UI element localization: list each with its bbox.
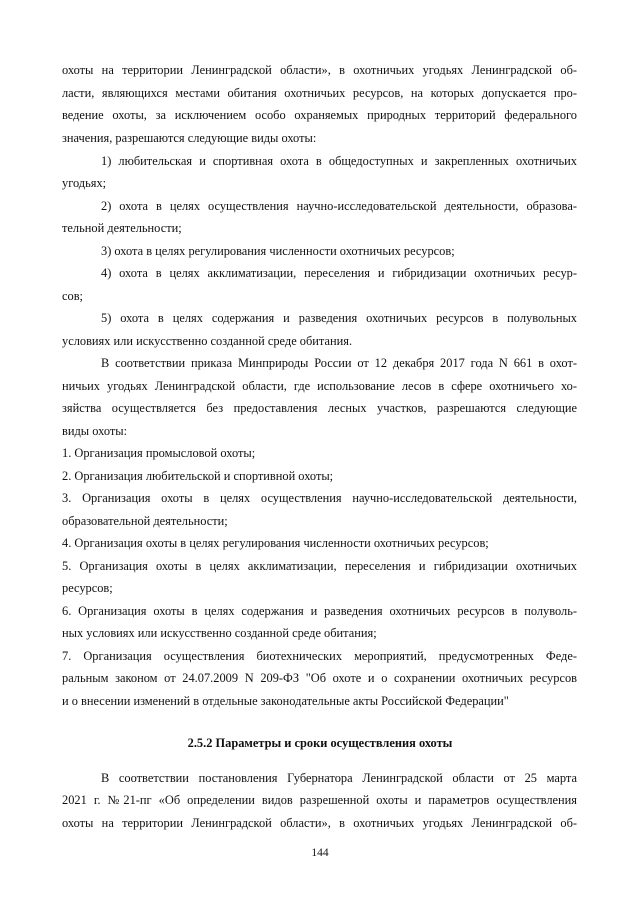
list-item-line: условиях или искусственно созданной среде обитания.	[62, 334, 353, 348]
list-item-line: 4. Организация охоты в целях регулирования численности охотничьих ресурсов;	[62, 536, 489, 550]
list-item-line: 5) охота в целях содержания и разведения охотничьих ресурсов в полувольных	[101, 311, 577, 325]
list-item-line: 6. Организация охоты в целях содержания и разведения охотничьих ресурсов в полуволь-	[62, 604, 577, 618]
text-line: ведение охоты, за исключением особо охраняемых природных территорий федерального	[62, 108, 577, 122]
text-line: 2021 г. №21-пг «Об определении видов разрешенной охоты и параметров осуществления	[62, 793, 577, 807]
list-item-line: 2) охота в целях осуществления научно-исследовательской деятельности, образова-	[101, 199, 577, 213]
list-item-line: угодьях;	[62, 176, 107, 190]
page-number: 144	[311, 847, 329, 859]
list-item-line: ресурсов;	[62, 581, 113, 595]
list-item-line: 3) охота в целях регулирования численности охотничьих ресурсов;	[101, 244, 455, 258]
list-item-line: тельной деятельности;	[62, 221, 182, 235]
text-line: ласти, являющихся местами обитания охотничьих ресурсов, на которых допускается про-	[62, 86, 577, 100]
list-item-line: и о внесении изменений в отдельные законодательные акты Российской Федерации"	[62, 694, 509, 708]
list-item-line: ральным законом от 24.07.2009 N 209-ФЗ "Об охоте и о сохранении охотничьих ресурсов	[62, 671, 577, 685]
text-line: В соответствии постановления Губернатора Ленинградской области от 25 марта	[101, 771, 577, 785]
section-heading: 2.5.2 Параметры и сроки осуществления охоты	[187, 736, 453, 750]
list-item-line: 4) охота в целях акклиматизации, переселения и гибридизации охотничьих ресур-	[101, 266, 577, 280]
text-line: охоты на территории Ленинградской области», в охотничьих угодьях Ленинградской об-	[62, 63, 577, 77]
text-line: значения, разрешаются следующие виды охоты:	[62, 131, 317, 145]
list-item-line: 3. Организация охоты в целях осуществления научно-исследовательской деятельности,	[62, 491, 577, 505]
list-item-line: 1) любительская и спортивная охота в общедоступных и закрепленных охотничьих	[101, 154, 577, 168]
text-line: ничьих угодьях Ленинградской области, где использование лесов в сфере охотничьего хо-	[62, 379, 577, 393]
list-item-line: 2. Организация любительской и спортивной охоты;	[62, 469, 334, 483]
list-item-line: 5. Организация охоты в целях акклиматизации, переселения и гибридизации охотничьих	[62, 559, 577, 573]
list-item-line: ных условиях или искусственно созданной среде обитания;	[62, 626, 377, 640]
text-line: охоты на территории Ленинградской области», в охотничьих угодьях Ленинградской об-	[62, 816, 577, 830]
list-item-line: образовательной деятельности;	[62, 514, 228, 528]
text-line: виды охоты:	[62, 424, 128, 438]
list-item-line: сов;	[62, 289, 83, 303]
text-line: зяйства осуществляется без предоставления лесных участков, разрешаются следующие	[62, 401, 577, 415]
list-item-line: 1. Организация промысловой охоты;	[62, 446, 256, 460]
text-line: В соответствии приказа Минприроды России от 12 декабря 2017 года N 661 в охот-	[101, 356, 577, 370]
list-item-line: 7. Организация осуществления биотехнических мероприятий, предусмотренных Феде-	[62, 649, 577, 663]
